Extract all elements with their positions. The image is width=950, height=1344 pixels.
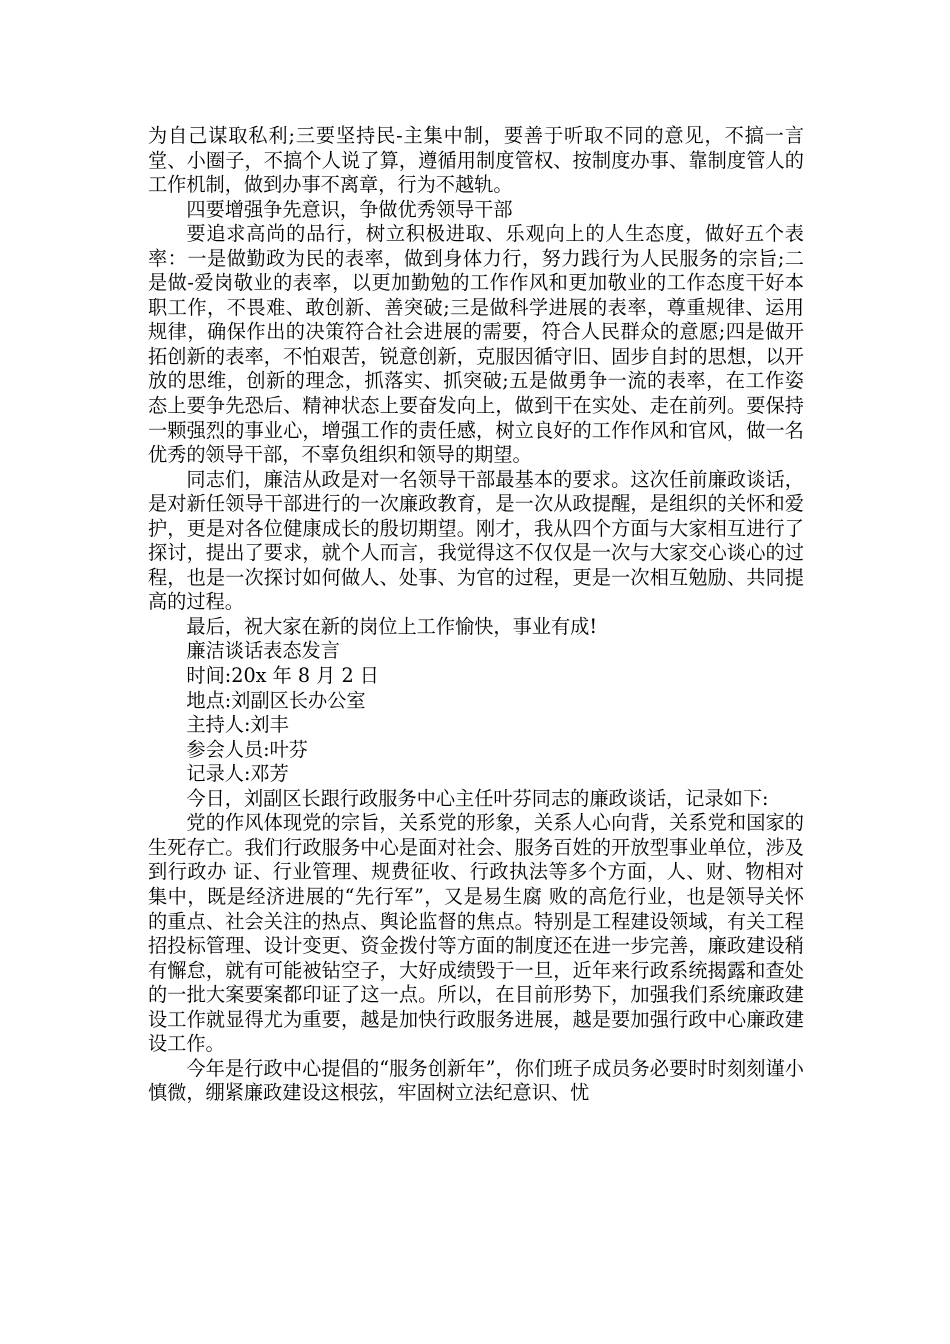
meeting-location: 地点:刘副区长办公室 [186,688,366,712]
meeting-time: 时间:20x 年 8 月 2 日 [186,664,379,688]
paragraph: 最后，祝大家在新的岗位上工作愉快，事业有成! [186,614,598,638]
paragraph: 今日，刘副区长跟行政服务中心主任叶芬同志的廉政谈话，记录如下: [186,786,769,810]
paragraph: 要追求高尚的品行，树立积极进取、乐观向上的人生态度，做好五个表率：一是做勤政为民的表率，做到身体力行，努力践行为人民服务的宗旨;二是做-爱岗敬业的表率，以更加勤勉的工作作风和更加敬业的工作态度干好本职工作，不畏难、敢创新、善突破;三是做科学进展的表率，尊重规律、运用规律，确保作出的决策符合社会进展的需要，符合人民群众的意愿;四是做开拓创新的表率，不怕艰苦，锐意创新，克服因循守旧、固步自封的思想，以开放的思维，创新的理念，抓落实、抓突破;五是做勇争一流的表率，在工作姿态上要争先恐后、精神状态上要奋发向上，做到干在实处、走在前列。要保持一颗强烈的事业心，增强工作的责任感，树立良好的工作作风和官风，做一名优秀的领导干部，不辜负组织和领导的期望。 [148,222,804,467]
document-title: 廉洁谈话表态发言 [186,639,340,663]
paragraph: 为自己谋取私利;三要坚持民-主集中制，要善于听取不同的意见，不搞一言堂、小圈子，不搞个人说了算，遵循用制度管权、按制度办事、靠制度管人的工作机制，做到办事不离章，行为不越轨。 [148,124,804,197]
meeting-attendees: 参会人员:叶芬 [186,737,308,761]
section-heading: 四要增强争先意识，争做优秀领导干部 [186,197,513,221]
paragraph: 同志们，廉洁从政是对一名领导干部最基本的要求。这次任前廉政谈话，是对新任领导干部进行的一次廉政教育，是一次从政提醒，是组织的关怀和爱护，更是对各位健康成长的殷切期望。刚才，我从四个方面与大家相互进行了探讨，提出了要求，就个人而言，我觉得这不仅仅是一次与大家交心谈心的过程，也是一次探讨如何做人、处事、为官的过程，更是一次相互勉励、共同提高的过程。 [148,467,804,614]
meeting-host: 主持人:刘丰 [186,713,289,737]
paragraph: 今年是行政中心提倡的“服务创新年”，你们班子成员务必要时时刻刻谨小慎微，绷紧廉政建设这根弦，牢固树立法纪意识、忧 [148,1056,804,1105]
meeting-recorder: 记录人:邓芳 [186,762,289,786]
paragraph: 党的作风体现党的宗旨，关系党的形象，关系人心向背，关系党和国家的生死存亡。我们行政服务中心是面对社会、服务百姓的开放型事业单位，涉及到行政办 证、行业管理、规费征收、行政执法等多个方面，人、财、物相对集中，既是经济进展的“先行军”，又是易生腐 败的高危行业，也是领导关怀的重点、社会关注的热点、舆论监督的焦点。特别是工程建设领域，有关工程招投标管理、设计变更、资金拨付等方面的制度还在进一步完善，廉政建设稍有懈怠，就有可能被钻空子，大好成绩毁于一旦，近年来行政系统揭露和查处的一批大案要案都印证了这一点。所以，在目前形势下，加强我们系统廉政建设工作就显得尤为重要，越是加快行政服务进展，越是要加强行政中心廉政建设工作。 [148,811,804,1056]
document-body [148,124,804,1106]
